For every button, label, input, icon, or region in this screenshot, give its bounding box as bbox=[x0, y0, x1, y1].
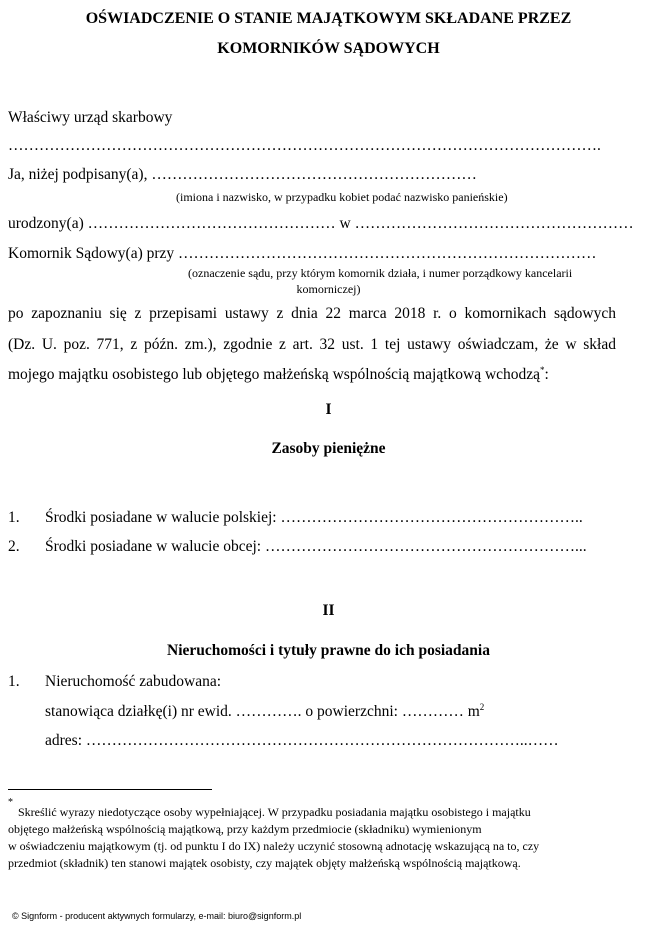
intro-line-3-colon: : bbox=[544, 366, 549, 383]
birth-field-line[interactable]: urodzony(a) ………………………………………… w ……………………………………………… bbox=[8, 215, 634, 232]
footnote-mark: * bbox=[8, 797, 13, 808]
section-1-numeral: I bbox=[325, 401, 332, 418]
s1-item-1-number: 1. bbox=[8, 509, 20, 526]
s1-item-1-field[interactable]: Środki posiadane w walucie polskiej: ………………………………………………….. bbox=[45, 509, 583, 526]
s2-plot-field-line[interactable] bbox=[45, 703, 484, 721]
page-footer: © Signform - producent aktywnych formularzy, e-mail: biuro@signform.pl bbox=[12, 911, 302, 921]
section-2-numeral: II bbox=[322, 602, 335, 619]
s2-item-1-label: Nieruchomość zabudowana: bbox=[45, 673, 222, 690]
tax-office-label: Właściwy urząd skarbowy bbox=[8, 109, 173, 126]
footnote-line-3: w oświadczeniu majątkowym (tj. od punktu I do IX) należy uczynić stosowną adnotację wskazującą na to, czy bbox=[8, 839, 540, 853]
intro-line-2: (Dz. U. poz. 771, z późn. zm.), zgodnie z art. 32 ust. 1 tej ustawy oświadczam, że w skład bbox=[8, 336, 616, 353]
bailiff-court-field-line[interactable]: Komornik Sądowy(a) przy ……………………………………………………………………… bbox=[8, 245, 597, 262]
footnote-line-1: Skreślić wyrazy niedotyczące osoby wypełniającej. W przypadku posiadania majątku osobistego i majątku bbox=[18, 805, 531, 819]
s2-plot-text: stanowiąca działkę(i) nr ewid. …………. o powierzchni: ………… m bbox=[45, 703, 480, 720]
bailiff-hint-line-1: (oznaczenie sądu, przy którym komornik działa, i numer porządkowy kancelarii bbox=[188, 266, 573, 280]
s2-address-field[interactable]: adres: …………………………………………………………………………..…… bbox=[45, 732, 559, 749]
signer-hint: (imiona i nazwisko, w przypadku kobiet podać nazwisko panieńskie) bbox=[176, 190, 508, 204]
intro-line-3 bbox=[8, 366, 549, 384]
footnote-reference: * bbox=[540, 364, 545, 375]
intro-line-3-text: mojego majątku osobistego lub objętego małżeńską wspólnością majątkową wchodzą bbox=[8, 366, 541, 383]
bailiff-hint-line-2: komorniczej) bbox=[296, 282, 361, 296]
signer-field-line[interactable]: Ja, niżej podpisany(a), ……………………………………………………… bbox=[8, 166, 477, 183]
footnote-separator bbox=[8, 789, 212, 790]
tax-office-field[interactable]: ……………………………………………………………………………………………………. bbox=[8, 137, 601, 154]
section-2-title: Nieruchomości i tytuły prawne do ich posiadania bbox=[167, 642, 490, 659]
footnote-line-2: objętego małżeńską wspólnością majątkową, przy każdym przedmiocie (składniku) wymienionym bbox=[8, 822, 482, 836]
square-meter-exponent: 2 bbox=[479, 701, 485, 712]
document-title-line-2: KOMORNIKÓW SĄDOWYCH bbox=[217, 40, 440, 57]
s2-item-1-number: 1. bbox=[8, 673, 20, 690]
s1-item-2-field[interactable]: Środki posiadane w walucie obcej: ……………………………………………………... bbox=[45, 538, 587, 555]
intro-line-1: po zapoznaniu się z przepisami ustawy z dnia 22 marca 2018 r. o komornikach sądowych bbox=[8, 305, 616, 322]
section-1-title: Zasoby pieniężne bbox=[271, 440, 386, 457]
footnote-line-4: przedmiot (składnik) ten stanowi majątek osobisty, czy majątek objęty małżeńską wspólnością majątkową. bbox=[8, 856, 521, 870]
s1-item-2-number: 2. bbox=[8, 538, 20, 555]
document-title-line-1: OŚWIADCZENIE O STANIE MAJĄTKOWYM SKŁADANE PRZEZ bbox=[85, 10, 572, 27]
